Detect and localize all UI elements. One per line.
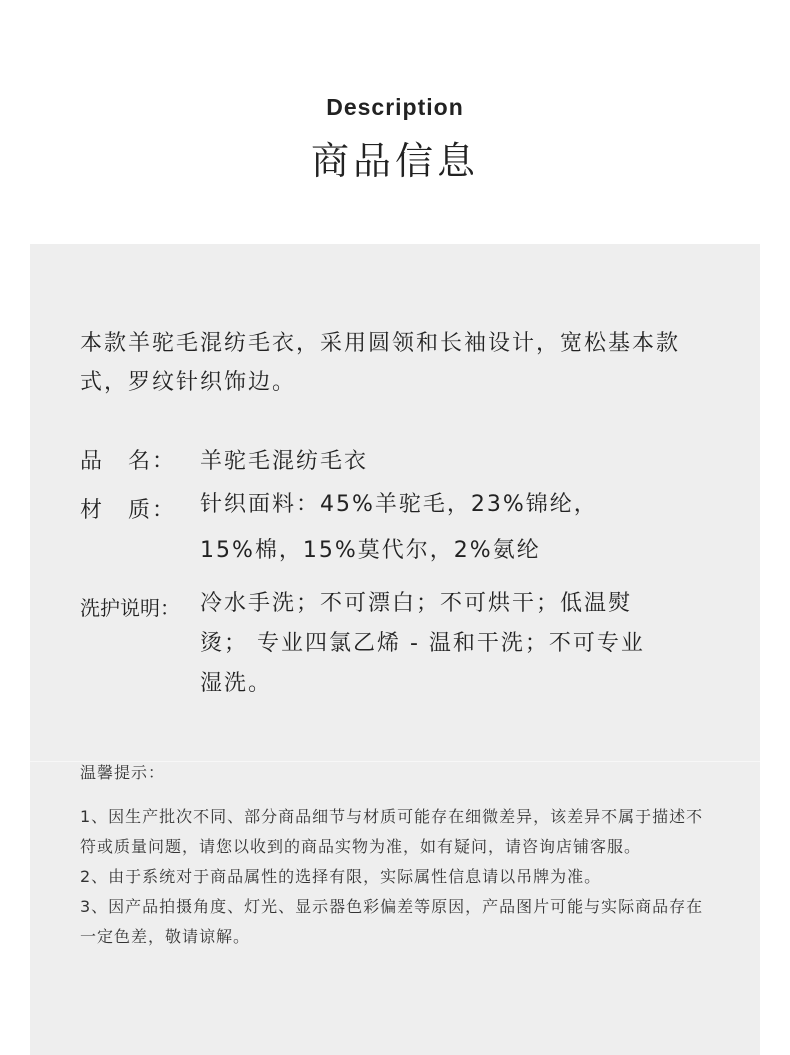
spec-label-care: 洗护说明：	[80, 596, 180, 620]
spec-value-material: 针织面料：45%羊驼毛，23%锦纶，15%棉，15%莫代尔，2%氨纶	[200, 492, 598, 563]
title-chinese: 商品信息	[310, 139, 479, 183]
notice-title: 温馨提示：	[80, 763, 166, 782]
title-english: Description	[326, 94, 464, 120]
page-header	[0, 0, 790, 244]
spec-label-material: 材 质：	[80, 498, 177, 523]
notice-item: 2、由于系统对于商品属性的选择有限，实际属性信息请以吊牌为准。	[80, 867, 602, 886]
product-info-panel	[30, 244, 760, 1055]
spec-value-name: 羊驼毛混纺毛衣	[200, 449, 369, 474]
spec-value-care: 冷水手洗；不可漂白；不可烘干；低温熨烫； 专业四氯乙烯 - 温和干洗；不可专业湿洗。	[200, 591, 645, 696]
notice-item: 1、因生产批次不同、部分商品细节与材质可能存在细微差异，该差异不属于描述不符或质量问题，请您以收到的商品实物为准，如有疑问，请咨询店铺客服。	[80, 807, 704, 856]
notice-list	[80, 802, 720, 952]
spec-label-name: 品 名：	[80, 449, 177, 474]
product-intro: 本款羊驼毛混纺毛衣，采用圆领和长袖设计，宽松基本款式，罗纹针织饰边。	[80, 331, 681, 395]
notice-item: 3、因产品拍摄角度、灯光、显示器色彩偏差等原因，产品图片可能与实际商品存在一定色差，敬请谅解。	[80, 897, 704, 946]
